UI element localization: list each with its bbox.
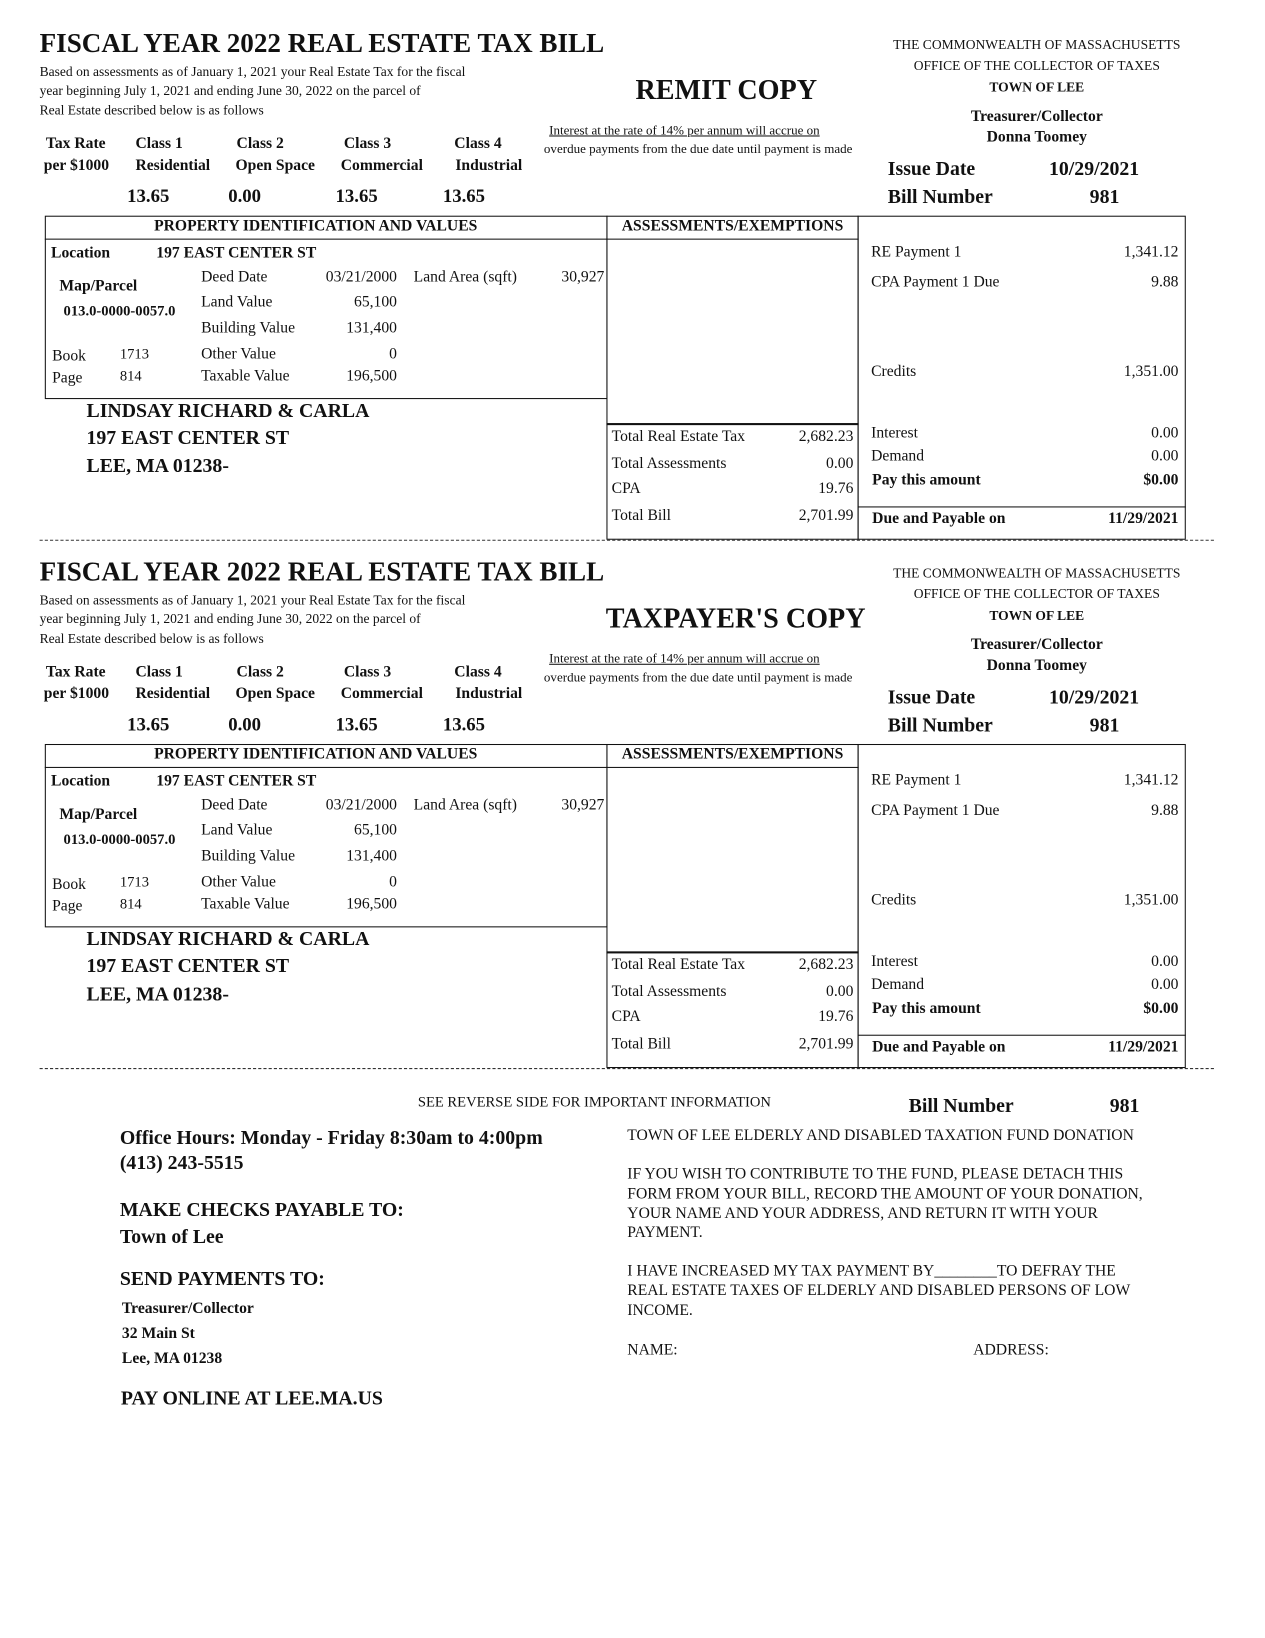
other-value: 0 bbox=[389, 874, 398, 891]
class-name: Class 3 bbox=[343, 663, 392, 681]
taxable-value: 196,500 bbox=[346, 367, 398, 385]
total-label: Total Bill bbox=[611, 507, 671, 525]
donation-text: YOUR NAME AND YOUR ADDRESS, AND RETURN IT WITH YOUR bbox=[627, 1205, 1098, 1223]
class-rate: 13.65 bbox=[442, 713, 486, 735]
total-label: Total Bill bbox=[611, 1035, 671, 1053]
donation-pledge: INCOME. bbox=[627, 1302, 693, 1320]
class-rate: 0.00 bbox=[228, 185, 262, 207]
agency-town: TOWN OF LEE bbox=[989, 607, 1085, 624]
agency-town: TOWN OF LEE bbox=[989, 79, 1085, 95]
class-rate: 0.00 bbox=[228, 713, 262, 735]
checks-payable-label: MAKE CHECKS PAYABLE TO: bbox=[119, 1199, 404, 1222]
land-area-value: 30,927 bbox=[561, 797, 605, 814]
total-label: Total Real Estate Tax bbox=[611, 428, 746, 445]
divider bbox=[858, 506, 1186, 507]
divider bbox=[45, 767, 608, 768]
treasurer-title: Treasurer/Collector bbox=[970, 636, 1103, 654]
deed-date-value: 03/21/2000 bbox=[325, 797, 398, 814]
divider bbox=[606, 423, 858, 425]
interest-notice: Interest at the rate of 14% per annum will accrue on bbox=[549, 122, 820, 138]
interest-notice: overdue payments from the due date until payment is made bbox=[543, 141, 853, 157]
total-value: 2,682.23 bbox=[798, 428, 854, 445]
land-area-value: 30,927 bbox=[561, 268, 605, 286]
name-field-label: NAME: bbox=[627, 1342, 678, 1359]
divider bbox=[45, 239, 608, 240]
land-area-label: Land Area (sqft) bbox=[413, 268, 517, 286]
bill-title: FISCAL YEAR 2022 REAL ESTATE TAX BILL bbox=[39, 28, 605, 59]
total-value: 19.76 bbox=[818, 480, 854, 498]
tax-rate-label: per $1000 bbox=[43, 157, 110, 175]
re-payment-value: 1,341.12 bbox=[1123, 772, 1179, 789]
class-type: Open Space bbox=[235, 157, 315, 175]
bill-description: year beginning July 1, 2021 and ending June 30, 2022 on the parcel of bbox=[39, 610, 421, 627]
taxable-value: 196,500 bbox=[346, 896, 398, 913]
donation-text: FORM FROM YOUR BILL, RECORD THE AMOUNT OF YOUR DONATION, bbox=[627, 1185, 1143, 1203]
land-value: 65,100 bbox=[354, 293, 398, 311]
treasurer-title: Treasurer/Collector bbox=[970, 108, 1103, 126]
total-value: 2,701.99 bbox=[798, 507, 854, 525]
class-type: Open Space bbox=[235, 685, 315, 703]
other-value-label: Other Value bbox=[201, 874, 276, 891]
class-type: Industrial bbox=[455, 685, 523, 703]
page-label: Page bbox=[52, 369, 83, 387]
owner-name: LINDSAY RICHARD & CARLA bbox=[86, 928, 370, 951]
agency-name: THE COMMONWEALTH OF MASSACHUSETTS bbox=[893, 564, 1181, 581]
issue-date-label: Issue Date bbox=[887, 686, 976, 709]
demand-value: 0.00 bbox=[1151, 976, 1179, 994]
class-rate: 13.65 bbox=[335, 185, 378, 207]
due-date-label: Due and Payable on bbox=[872, 510, 1006, 528]
owner-city: LEE, MA 01238- bbox=[86, 983, 229, 1006]
credits-label: Credits bbox=[871, 891, 917, 909]
property-header: PROPERTY IDENTIFICATION AND VALUES bbox=[154, 746, 478, 763]
send-address-line: Treasurer/Collector bbox=[121, 1300, 254, 1318]
due-date-value: 11/29/2021 bbox=[1108, 510, 1179, 528]
pay-amount-label: Pay this amount bbox=[872, 472, 981, 489]
location-label: Location bbox=[51, 773, 111, 790]
assessments-header: ASSESSMENTS/EXEMPTIONS bbox=[621, 217, 844, 235]
credits-value: 1,351.00 bbox=[1123, 363, 1179, 381]
tax-rate-label: Tax Rate bbox=[45, 663, 106, 681]
total-label: CPA bbox=[611, 1008, 641, 1026]
class-name: Class 4 bbox=[454, 663, 502, 681]
class-rate: 13.65 bbox=[442, 185, 486, 207]
due-date-label: Due and Payable on bbox=[872, 1038, 1006, 1056]
class-type: Commercial bbox=[340, 157, 423, 175]
bill-number-label: Bill Number bbox=[887, 714, 993, 737]
class-name: Class 1 bbox=[135, 135, 183, 153]
demand-value: 0.00 bbox=[1151, 448, 1179, 465]
assessments-header: ASSESSMENTS/EXEMPTIONS bbox=[621, 746, 844, 763]
credits-value: 1,351.00 bbox=[1123, 891, 1179, 909]
class-type: Residential bbox=[135, 685, 211, 703]
class-rate: 13.65 bbox=[127, 185, 170, 207]
owner-street: 197 EAST CENTER ST bbox=[86, 955, 290, 978]
interest-value: 0.00 bbox=[1151, 425, 1179, 442]
total-label: Total Real Estate Tax bbox=[611, 956, 746, 974]
class-type: Industrial bbox=[455, 157, 523, 175]
bill-number: 981 bbox=[1089, 714, 1120, 737]
book-label: Book bbox=[52, 348, 86, 365]
bill-description: Real Estate described below is as follows bbox=[39, 102, 264, 118]
land-value-label: Land Value bbox=[201, 822, 273, 839]
checks-payee: Town of Lee bbox=[119, 1226, 224, 1249]
class-name: Class 4 bbox=[454, 135, 502, 153]
divider bbox=[606, 239, 858, 240]
send-payments-label: SEND PAYMENTS TO: bbox=[119, 1268, 325, 1290]
tax-rate-label: per $1000 bbox=[43, 685, 110, 703]
total-value: 2,701.99 bbox=[798, 1035, 854, 1053]
bill-description: Based on assessments as of January 1, 2021 your Real Estate Tax for the fiscal bbox=[39, 63, 466, 80]
land-value-label: Land Value bbox=[201, 293, 273, 311]
bill-number: 981 bbox=[1089, 186, 1120, 209]
owner-name: LINDSAY RICHARD & CARLA bbox=[86, 400, 370, 423]
page-value: 814 bbox=[119, 368, 142, 385]
issue-date: 10/29/2021 bbox=[1049, 686, 1140, 709]
total-value: 0.00 bbox=[826, 455, 854, 473]
land-area-label: Land Area (sqft) bbox=[413, 797, 517, 814]
re-payment-label: RE Payment 1 bbox=[871, 243, 962, 261]
cpa-payment-value: 9.88 bbox=[1151, 274, 1179, 291]
total-label: CPA bbox=[611, 480, 641, 498]
pay-amount-value: $0.00 bbox=[1143, 472, 1179, 489]
total-label: Total Assessments bbox=[611, 455, 727, 473]
owner-city: LEE, MA 01238- bbox=[86, 455, 229, 478]
send-address-line: Lee, MA 01238 bbox=[121, 1350, 223, 1368]
re-payment-label: RE Payment 1 bbox=[871, 772, 962, 789]
copy-title: TAXPAYER'S COPY bbox=[605, 602, 866, 634]
bill-section bbox=[0, 0, 1265, 529]
bill-section bbox=[0, 528, 1265, 1057]
demand-label: Demand bbox=[871, 976, 925, 994]
class-name: Class 2 bbox=[236, 135, 284, 153]
demand-label: Demand bbox=[871, 448, 925, 465]
agency-name: THE COMMONWEALTH OF MASSACHUSETTS bbox=[893, 36, 1181, 53]
deed-date-label: Deed Date bbox=[201, 268, 268, 286]
interest-label: Interest bbox=[871, 425, 918, 442]
re-payment-value: 1,341.12 bbox=[1123, 243, 1179, 261]
class-name: Class 2 bbox=[236, 663, 284, 681]
address-field-label: ADDRESS: bbox=[973, 1342, 1049, 1359]
send-address-line: 32 Main St bbox=[121, 1325, 195, 1343]
class-rate: 13.65 bbox=[335, 713, 378, 735]
bill-number-label: Bill Number bbox=[908, 1095, 1014, 1118]
class-type: Commercial bbox=[340, 685, 423, 703]
pay-online-link[interactable]: PAY ONLINE AT LEE.MA.US bbox=[120, 1387, 383, 1410]
divider bbox=[858, 1035, 1186, 1036]
donation-text: IF YOU WISH TO CONTRIBUTE TO THE FUND, PLEASE DETACH THIS bbox=[627, 1165, 1124, 1183]
issue-date-label: Issue Date bbox=[887, 158, 976, 181]
taxable-value-label: Taxable Value bbox=[201, 896, 290, 913]
office-hours: Office Hours: Monday - Friday 8:30am to 4:00pm bbox=[119, 1127, 543, 1150]
book-label: Book bbox=[52, 876, 86, 893]
map-parcel-label: Map/Parcel bbox=[59, 278, 138, 295]
interest-notice: overdue payments from the due date until payment is made bbox=[543, 670, 853, 685]
agency-office: OFFICE OF THE COLLECTOR OF TAXES bbox=[913, 57, 1160, 73]
total-value: 2,682.23 bbox=[798, 956, 854, 974]
class-name: Class 3 bbox=[343, 135, 392, 153]
map-parcel-value: 013.0-0000-0057.0 bbox=[63, 304, 176, 320]
bill-title: FISCAL YEAR 2022 REAL ESTATE TAX BILL bbox=[39, 556, 605, 587]
location-label: Location bbox=[51, 244, 111, 262]
treasurer-name: Donna Toomey bbox=[986, 657, 1087, 675]
book-value: 1713 bbox=[119, 346, 150, 363]
reverse-side-note: SEE REVERSE SIDE FOR IMPORTANT INFORMATION bbox=[417, 1095, 771, 1111]
cpa-payment-label: CPA Payment 1 Due bbox=[871, 274, 1000, 291]
donation-pledge: I HAVE INCREASED MY TAX PAYMENT BY________TO DEFRAY THE bbox=[627, 1262, 1116, 1280]
class-name: Class 1 bbox=[135, 663, 183, 681]
detach-line bbox=[40, 1068, 1214, 1069]
bill-description: year beginning July 1, 2021 and ending June 30, 2022 on the parcel of bbox=[39, 82, 421, 98]
bill-description: Real Estate described below is as follows bbox=[39, 630, 264, 647]
donation-text: PAYMENT. bbox=[627, 1224, 703, 1242]
other-value: 0 bbox=[389, 345, 398, 363]
cpa-payment-value: 9.88 bbox=[1151, 802, 1179, 820]
class-rate: 13.65 bbox=[127, 713, 170, 735]
book-value: 1713 bbox=[119, 875, 150, 891]
office-phone: (413) 243-5515 bbox=[119, 1152, 244, 1175]
bill-number-label: Bill Number bbox=[887, 186, 993, 209]
property-header: PROPERTY IDENTIFICATION AND VALUES bbox=[154, 217, 478, 235]
interest-notice: Interest at the rate of 14% per annum will accrue on bbox=[549, 651, 820, 666]
divider bbox=[606, 767, 858, 768]
page-label: Page bbox=[52, 898, 83, 915]
bill-number: 981 bbox=[1109, 1095, 1140, 1118]
building-value: 131,400 bbox=[346, 319, 398, 337]
total-value: 0.00 bbox=[826, 983, 854, 1001]
deed-date-value: 03/21/2000 bbox=[325, 268, 398, 286]
map-parcel-label: Map/Parcel bbox=[59, 806, 138, 824]
tax-rate-label: Tax Rate bbox=[45, 135, 106, 153]
deed-date-label: Deed Date bbox=[201, 797, 268, 814]
map-parcel-value: 013.0-0000-0057.0 bbox=[63, 832, 176, 849]
cpa-payment-label: CPA Payment 1 Due bbox=[871, 802, 1000, 820]
class-type: Residential bbox=[135, 157, 211, 175]
agency-office: OFFICE OF THE COLLECTOR OF TAXES bbox=[913, 585, 1160, 602]
pay-amount-value: $0.00 bbox=[1143, 1000, 1179, 1017]
interest-label: Interest bbox=[871, 953, 918, 971]
issue-date: 10/29/2021 bbox=[1049, 158, 1140, 181]
building-value-label: Building Value bbox=[201, 848, 296, 865]
land-value: 65,100 bbox=[354, 822, 398, 839]
bill-description: Based on assessments as of January 1, 2021 your Real Estate Tax for the fiscal bbox=[39, 591, 466, 608]
location-value: 197 EAST CENTER ST bbox=[156, 773, 317, 790]
interest-value: 0.00 bbox=[1151, 953, 1179, 971]
donation-pledge: REAL ESTATE TAXES OF ELDERLY AND DISABLED PERSONS OF LOW bbox=[627, 1282, 1131, 1300]
copy-title: REMIT COPY bbox=[635, 73, 818, 106]
donation-title: TOWN OF LEE ELDERLY AND DISABLED TAXATION FUND DONATION bbox=[627, 1127, 1134, 1145]
pay-amount-label: Pay this amount bbox=[872, 1000, 981, 1017]
page-value: 814 bbox=[119, 897, 142, 913]
due-date-value: 11/29/2021 bbox=[1108, 1038, 1179, 1056]
total-value: 19.76 bbox=[818, 1008, 854, 1026]
credits-label: Credits bbox=[871, 363, 917, 381]
building-value: 131,400 bbox=[346, 848, 398, 865]
other-value-label: Other Value bbox=[201, 345, 276, 363]
taxable-value-label: Taxable Value bbox=[201, 367, 290, 385]
treasurer-name: Donna Toomey bbox=[986, 129, 1087, 146]
divider bbox=[606, 951, 858, 953]
total-label: Total Assessments bbox=[611, 983, 727, 1001]
location-value: 197 EAST CENTER ST bbox=[156, 244, 317, 262]
owner-street: 197 EAST CENTER ST bbox=[86, 427, 290, 450]
building-value-label: Building Value bbox=[201, 319, 296, 337]
